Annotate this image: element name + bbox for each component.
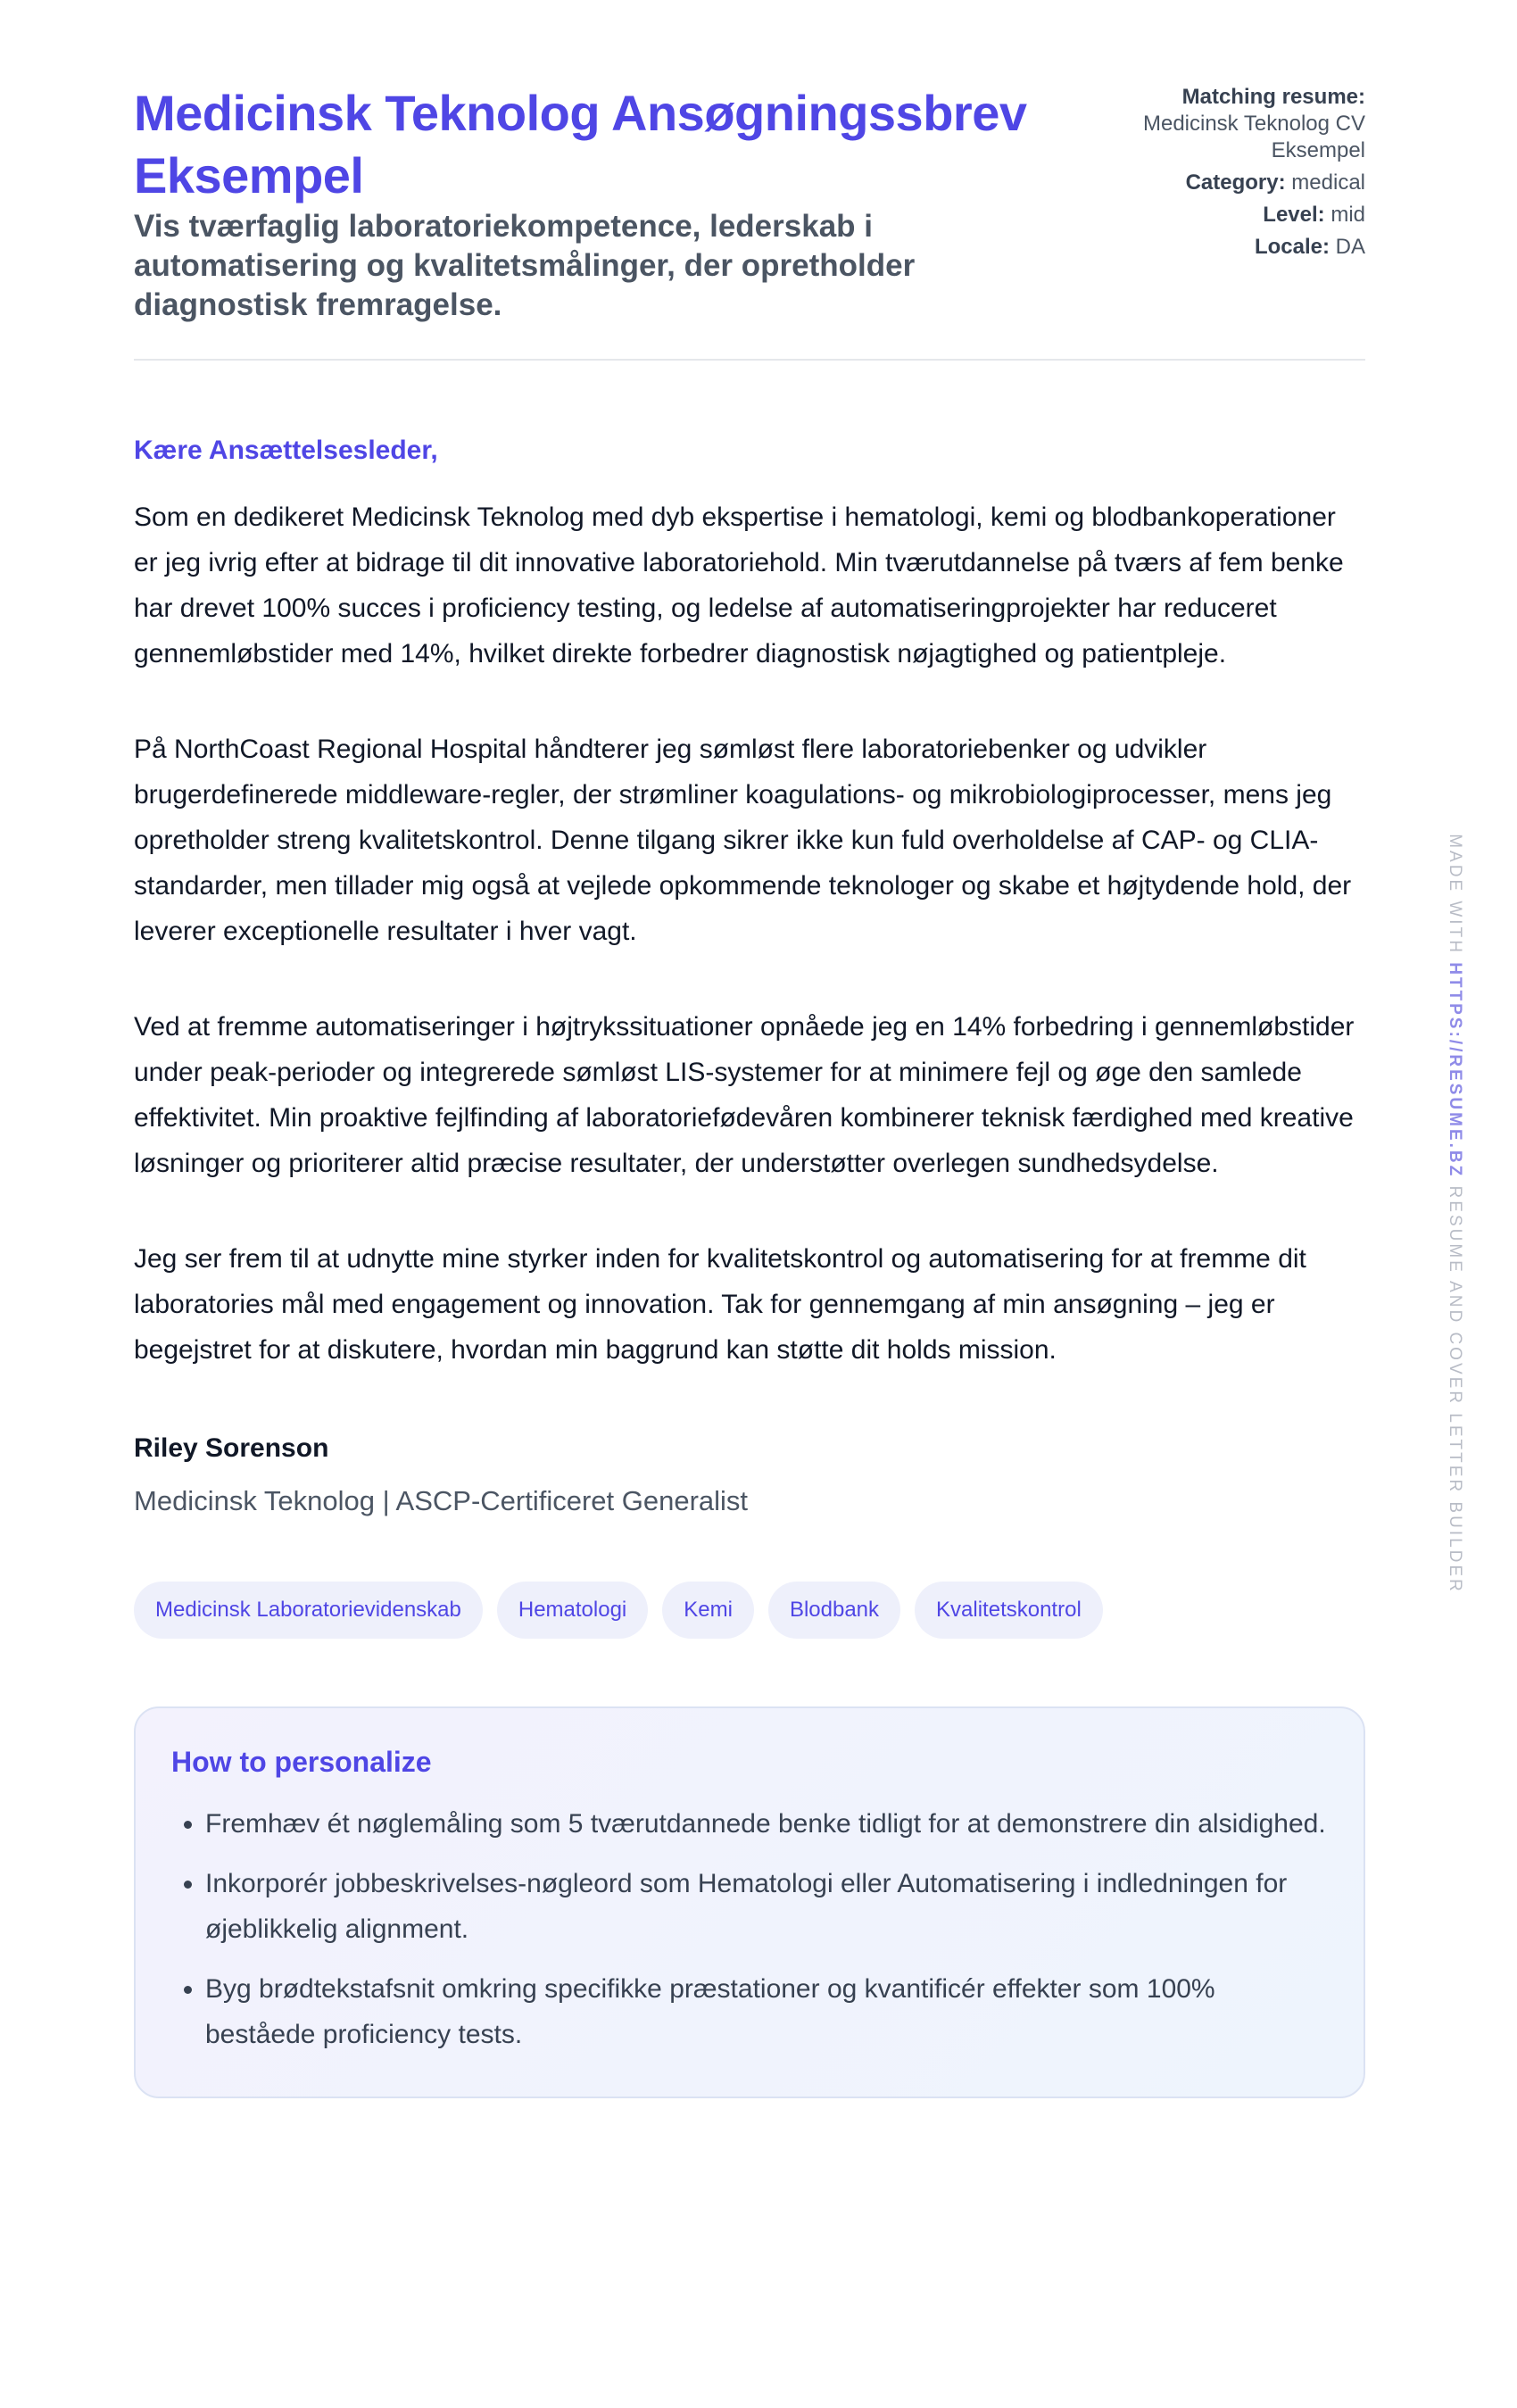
meta-matching-resume: [1098, 84, 1365, 164]
signature-name: Riley Sorenson: [134, 1433, 329, 1463]
meta-level-label: Level:: [1263, 203, 1325, 227]
skill-tag: Blodbank: [768, 1582, 900, 1639]
skill-tags: [134, 1582, 1365, 1639]
watermark-link[interactable]: HTTPS://RESUME.BZ: [1446, 962, 1464, 1179]
tips-heading: How to personalize: [171, 1746, 432, 1778]
meta-matching-resume-label: Matching resume:: [1181, 85, 1365, 109]
meta-level: [1098, 202, 1365, 228]
letter-salutation: Kære Ansættelsesleder,: [134, 436, 438, 465]
signature-title: Medicinsk Teknolog | ASCP-Certificeret Generalist: [134, 1485, 749, 1516]
letter-paragraph: Som en dedikeret Medicinsk Teknolog med dyb ekspertise i hematologi, kemi og blodbankoperationer er jeg ivrig efter at bidrage til dit innovative laboratoriehold. Min tværutdannelse på tværs af fem benke har drevet 100% succes i proficiency testing, og ledelse af automatiseringprojekter har reduceret gennemløbstider med 14%, hvilket direkte forbedrer diagnostisk nøjagtighed og patientpleje.: [134, 502, 1344, 668]
tips-list: [171, 1801, 1328, 2057]
made-with-watermark: [1445, 834, 1464, 1594]
page-subtitle: Vis tværfaglig laboratoriekompetence, lederskab i automatisering og kvalitetsmålinger, der opretholder diagnostisk fremragelse.: [134, 209, 916, 322]
watermark-suffix: RESUME AND COVER LETTER BUILDER: [1446, 1178, 1464, 1594]
letter-paragraph: Jeg ser frem til at udnytte mine styrker inden for kvalitetskontrol og automatisering for at fremme dit laboratories mål med engagement og innovation. Tak for gennemgang af min ansøgning – jeg er begejstret for at diskutere, hvordan min baggrund kan støtte dit holds mission.: [134, 1244, 1306, 1365]
personalize-tips-box: [134, 1706, 1365, 2098]
meta-locale-value: DA: [1335, 235, 1365, 259]
letter-paragraph: Ved at fremme automatiseringer i højtrykssituationer opnåede jeg en 14% forbedring i gennemløbstider under peak-perioder og integrerede sømløst LIS-systemer for at minimere fejl og øge den samlede effektivitet. Min proaktive fejlfinding af laboratoriefødevåren kombinerer teknisk færdighed med kreative løsninger og prioriterer altid præcise resultater, der understøtter overlegen sundhedsydelse.: [134, 1012, 1355, 1178]
skill-tag: Hematologi: [497, 1582, 648, 1639]
letter-paragraph: På NorthCoast Regional Hospital håndterer jeg sømløst flere laboratoriebenker og udvikler brugerdefinerede middleware-regler, der strømliner koagulations- og mikrobiologiprocesser, mens jeg opretholder streng kvalitetskontrol. Denne tilgang sikrer ikke kun fuld overholdelse af CAP- og CLIA-standarder, men tillader mig også at vejlede opkommende teknologer og skabe et højtydende hold, der leverer exceptionelle resultater i hver vagt.: [134, 735, 1352, 946]
cover-letter-page: [134, 0, 1365, 2098]
watermark-prefix: MADE WITH: [1446, 834, 1464, 963]
meta-category-value: medical: [1291, 170, 1365, 195]
tips-list-item: • Fremhæv ét nøglemåling som 5 tværutdannede benke tidligt for at demonstrere din alsidighed.: [205, 1801, 1328, 1847]
letter-body: [134, 494, 1365, 1373]
tips-list-item: • Byg brødtekstafsnit omkring specifikke præstationer og kvantificér effekter som 100% beståede proficiency tests.: [205, 1966, 1328, 2057]
skill-tag: Kvalitetskontrol: [915, 1582, 1103, 1639]
meta-category: [1098, 170, 1365, 196]
skill-tag: Medicinsk Laboratorievidenskab: [134, 1582, 483, 1639]
meta-locale: [1098, 234, 1365, 261]
meta-matching-resume-value: Medicinsk Teknolog CV Eksempel: [1142, 112, 1365, 162]
page-title: Medicinsk Teknolog Ansøgningssbrev Eksempel: [134, 85, 1027, 203]
skill-tag: Kemi: [662, 1582, 754, 1639]
meta-category-label: Category:: [1185, 170, 1286, 195]
meta-locale-label: Locale:: [1254, 235, 1330, 259]
meta-level-value: mid: [1330, 203, 1365, 227]
document-header: [134, 0, 1365, 361]
tips-list-item: • Inkorporér jobbeskrivelses-nøgleord som Hematologi eller Automatisering i indledningen for øjeblikkelig alignment.: [205, 1861, 1328, 1952]
meta-panel: [1098, 84, 1365, 266]
